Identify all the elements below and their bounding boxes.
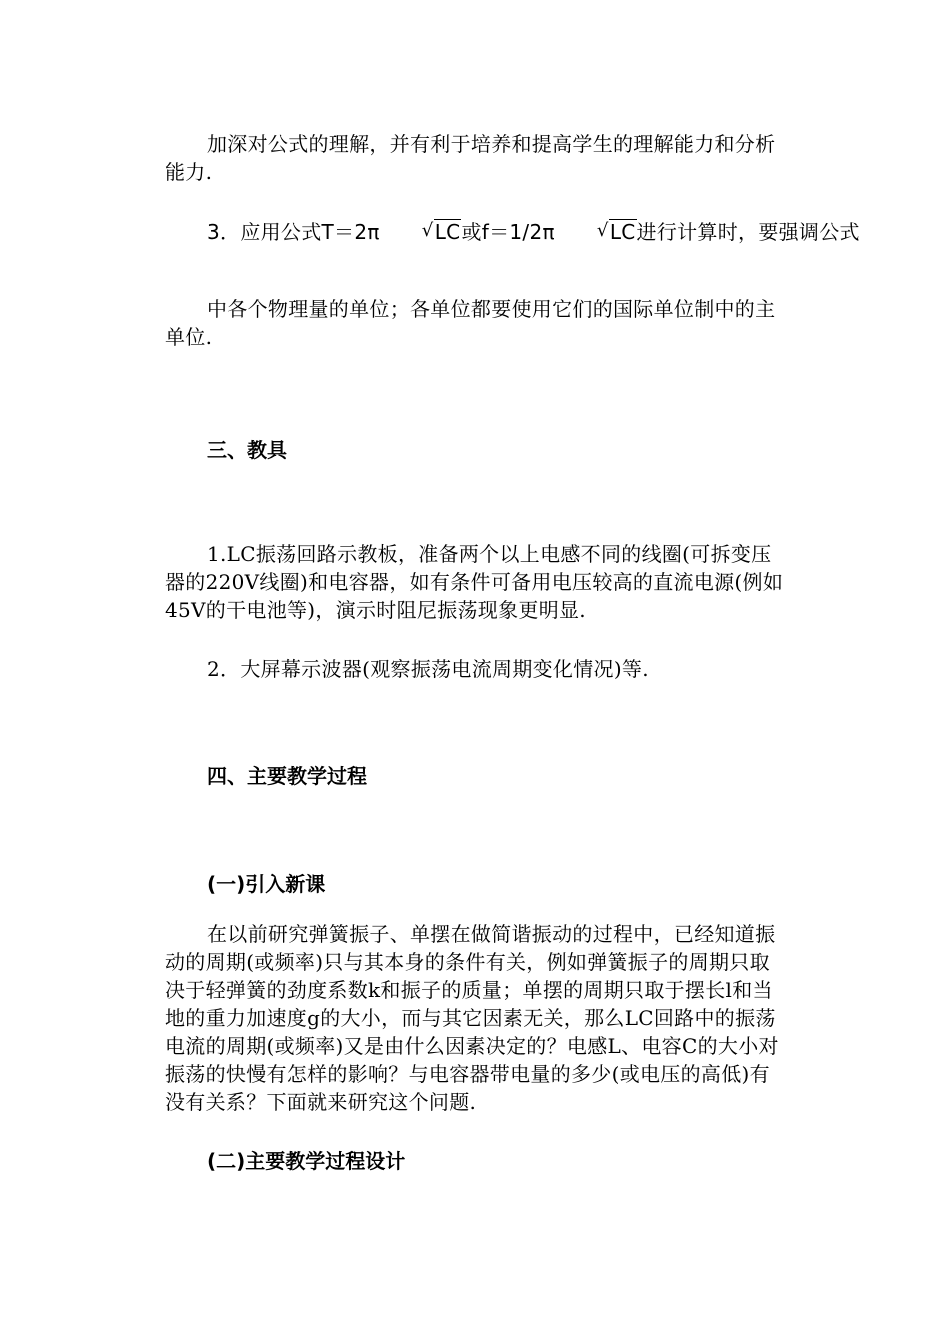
paragraph-understanding: 加深对公式的理解，并有利于培养和提高学生的理解能力和分析能力. — [165, 132, 776, 184]
sqrt-lc-1: √ LC — [380, 218, 462, 246]
list-item-1: 1.LC振荡回路示教板，准备两个以上电感不同的线圈(可拆变压器的220V线圈)和电容器，如有条件可备用电压较高的直流电源(例如45V的干电池等)，演示时阻尼振荡现象更明显. — [165, 542, 784, 622]
heading-teaching-process: 四、主要教学过程 — [207, 764, 367, 788]
formula-suffix: 进行计算时，要强调公式 — [636, 220, 860, 244]
sqrt-lc-2: √ LC — [555, 218, 637, 246]
subheading-intro: (一)引入新课 — [207, 872, 326, 896]
heading-teaching-aids: 三、教具 — [207, 438, 287, 462]
formula-prefix: 3．应用公式T＝2π — [207, 220, 380, 244]
list-item-2: 2．大屏幕示波器(观察振荡电流周期变化情况)等. — [207, 657, 649, 681]
paragraph-intro: 在以前研究弹簧振子、单摆在做简谐振动的过程中，已经知道振动的周期(或频率)只与其本身的条件有关，例如弹簧振子的周期只取决于轻弹簧的劲度系数k和振子的质量；单摆的周期只取于摆长l和当地的重力加速度g的大小，而与其它因素无关，那么LC回路中的振荡电流的周期(或频率)又是由什么因素决定的？电感L、电容C的大小对振荡的快慢有怎样的影响？与电容器带电量的多少(或电压的高低)有没有关系？下面就来研究这个问题. — [165, 922, 779, 1114]
formula-line — [165, 218, 865, 246]
subheading-process-design: (二)主要教学过程设计 — [207, 1149, 406, 1173]
formula-middle: 或f＝1/2π — [461, 220, 555, 244]
paragraph-units: 中各个物理量的单位；各单位都要使用它们的国际单位制中的主单位. — [165, 297, 776, 349]
